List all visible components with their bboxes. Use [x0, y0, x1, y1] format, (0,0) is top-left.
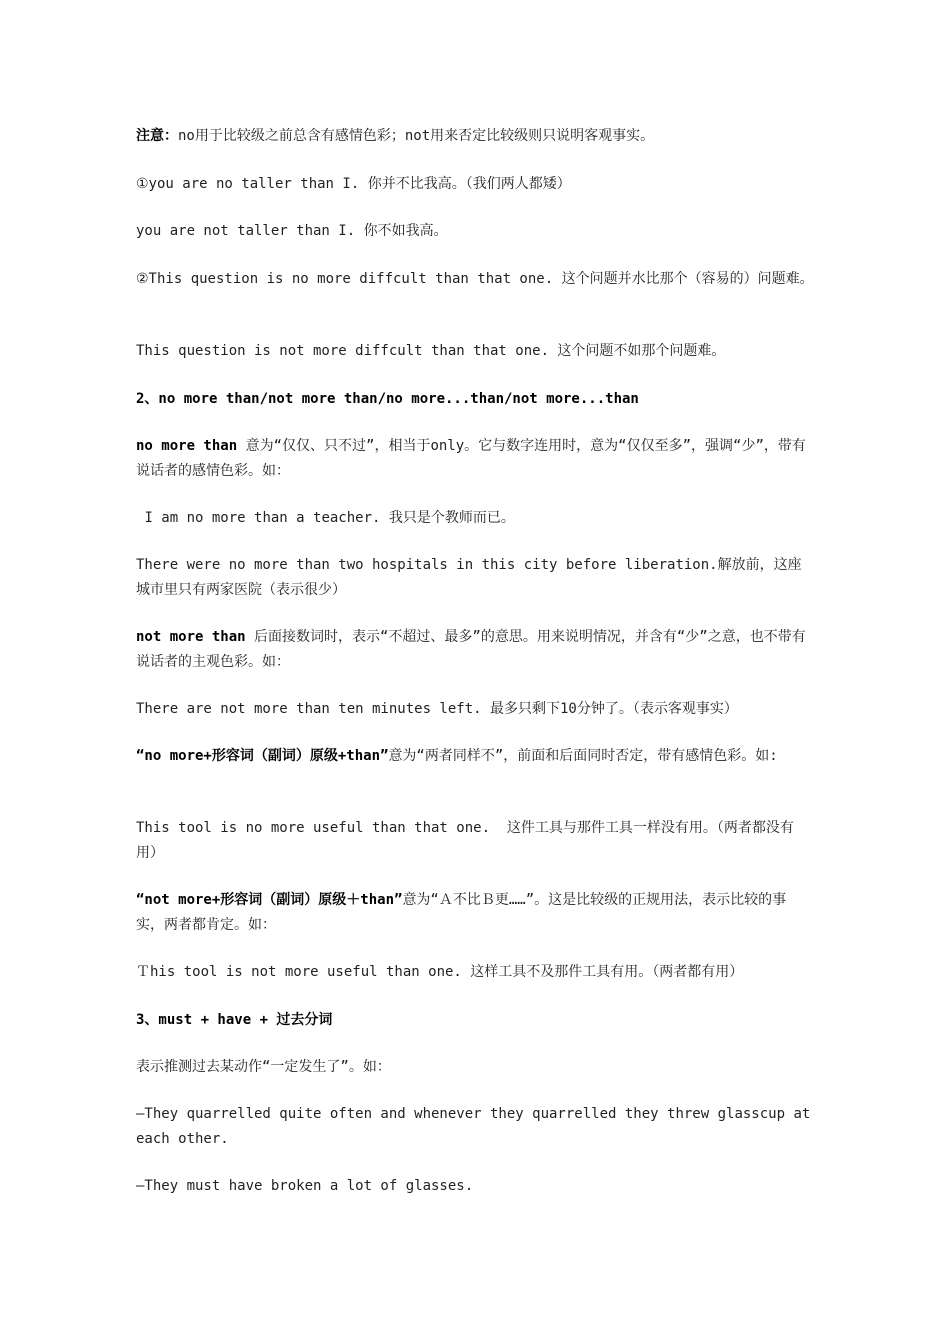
dialogue-line-1: —They quarrelled quite often and whenever they quarrelled they threw glasscup at each other.	[136, 1106, 819, 1147]
example-hospitals: There were no more than two hospitals in this city before liberation.解放前，这座城市里只有两家医院（表示很少）	[136, 557, 802, 598]
example-1b: you are not taller than I. 你不如我高。	[136, 223, 448, 239]
no-more-adj-paragraph	[136, 744, 814, 769]
example-2-part-b: tion is no more diffcult than that one. 这个问题并水比那个（容易的）问题难。	[224, 271, 814, 287]
note-paragraph	[136, 124, 814, 149]
no-more-than-term: no more than	[136, 438, 238, 454]
no-more-adj-text: 意为“两者同样不”，前面和后面同时否定，带有感情色彩。如:	[388, 748, 778, 764]
example-2	[136, 267, 814, 292]
example-tool-no: This tool is no more useful than that one. 这件工具与那件工具一样没有用。（两者都没有用）	[136, 820, 794, 861]
example-2b: This question is not more diffcult than that one. 这个问题不如那个问题难。	[136, 343, 726, 359]
example-tool-not: Ｔhis tool is not more useful than one. 这样工具不及那件工具有用。（两者都有用）	[136, 964, 744, 980]
not-more-than-paragraph	[136, 625, 814, 675]
note-label: 注意：	[136, 128, 178, 144]
no-more-adj-term: “no more+形容词（副词）原级+than”	[136, 748, 389, 764]
section-heading-3: 3、must + have + 过去分词	[136, 1012, 333, 1028]
dialogue-line-2: —They must have broken a lot of glasses.	[136, 1178, 474, 1194]
example-teacher: I am no more than a teacher. 我只是个教师而已。	[136, 510, 515, 526]
not-more-adj-term: “not more+形容词（副词）原级＋than”	[136, 892, 403, 908]
not-more-adj-paragraph	[136, 888, 814, 938]
section-heading-2: 2、no more than/not more than/no more...than/not more...than	[136, 391, 639, 407]
must-have-paragraph: 表示推测过去某动作“一定发生了”。如：	[136, 1059, 391, 1075]
note-text: no用于比较级之前总含有感情色彩；not用来否定比较级则只说明客观事实。	[178, 128, 655, 144]
example-minutes: There are not more than ten minutes left. 最多只剩下10分钟了。（表示客观事实）	[136, 701, 738, 717]
not-more-than-text: 后面接数词时，表示“不超过、最多”的意思。用来说明情况，并含有“少”之意，也不带有说话者的主观色彩。如：	[136, 629, 806, 670]
not-more-than-term: not more than	[136, 629, 246, 645]
no-more-than-paragraph	[136, 434, 814, 484]
example-1: ①you are no taller than I. 你并不比我高。（我们两人都矮）	[136, 176, 571, 192]
example-2-part-a: ②This ques	[136, 271, 225, 287]
not-more-adj-text: 意为“Ａ不比Ｂ更……”。这是比较级的正规用法，表示比较的事实，两者都肯定。如：	[136, 892, 787, 933]
no-more-than-text: 意为“仅仅、只不过”，相当于only。它与数字连用时，意为“仅仅至多”，强调“少”，带有说话者的感情色彩。如：	[136, 438, 806, 479]
